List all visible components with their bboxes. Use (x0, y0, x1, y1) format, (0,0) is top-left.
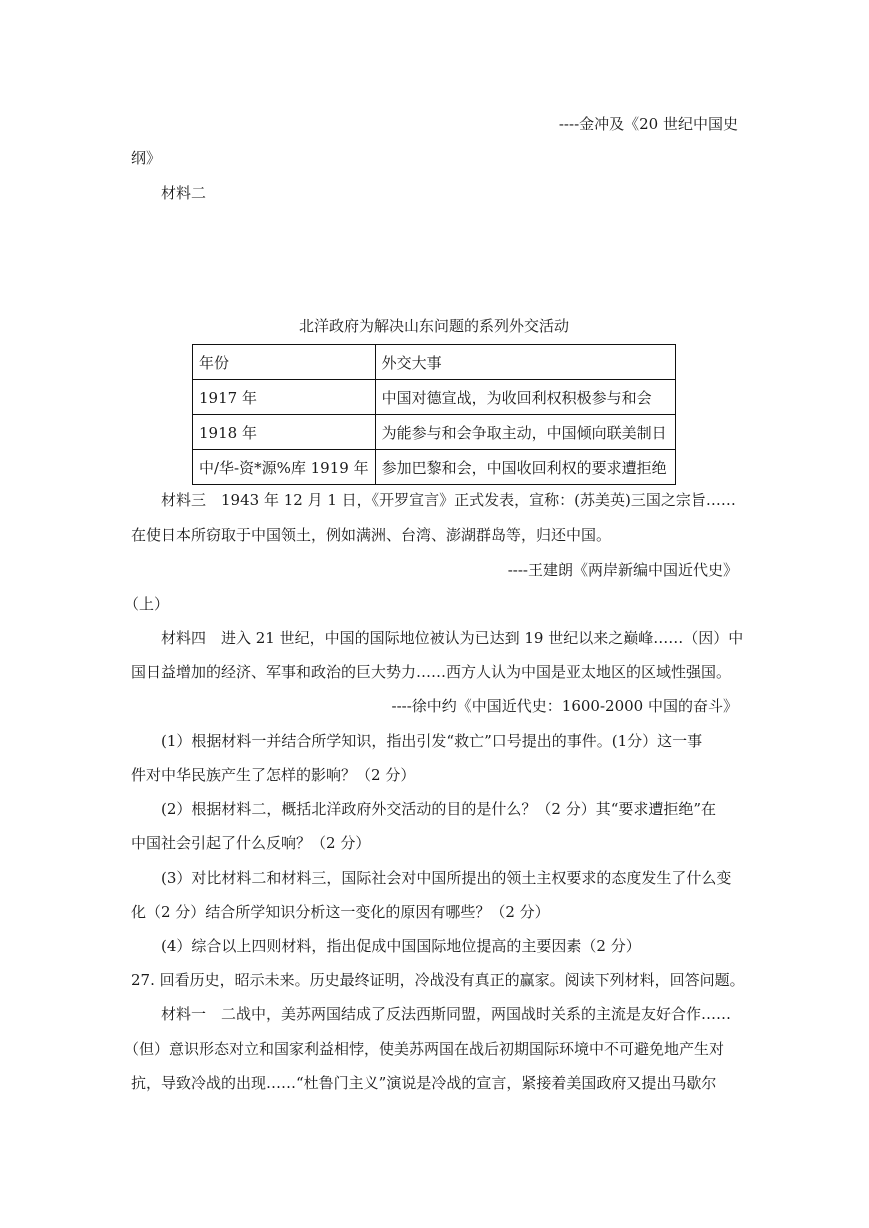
material-4-line-2: 国日益增加的经济、军事和政治的巨大势力……西方人认为中国是亚太地区的区域性强国。 (131, 663, 732, 681)
table-caption: 北洋政府为解决山东问题的系列外交活动 (298, 317, 569, 335)
material-3-source: ----王建朗《两岸新编中国近代史》 (507, 561, 738, 579)
material-4-line-1: 材料四 进入 21 世纪，中国的国际地位被认为已达到 19 世纪以来之巅峰……（因）中 (161, 629, 744, 647)
question-1-line-1: (1）根据材料一并结合所学知识，指出引发“救亡”口号提出的事件。(1分）这一事 (161, 732, 703, 750)
q27-material-1-line-3: 抗，导致冷战的出现……“杜鲁门主义”演说是冷战的宣言，紧接着美国政府又提出马歇尔 (131, 1074, 717, 1092)
table-row (193, 380, 676, 415)
table-cell-event: 为能参与和会争取主动，中国倾向联美制日 (375, 415, 675, 450)
question-2-line-1: (2）根据材料二，概括北洋政府外交活动的目的是什么？（2 分）其“要求遭拒绝”在 (161, 800, 717, 818)
table-row (193, 450, 676, 485)
q27-material-1-line-1: 材料一 二战中，美苏两国结成了反法西斯同盟，两国战时关系的主流是友好合作…… (161, 1005, 732, 1023)
material-4-source: ----徐中约《中国近代史：1600-2000 中国的奋斗》 (391, 697, 738, 715)
question-1-line-2: 件对中华民族产生了怎样的影响？（2 分） (131, 766, 416, 784)
table-row (193, 415, 676, 450)
material-3-source-tail: （上） (124, 595, 170, 613)
table-cell-year: 中/华-资*源%库 1919 年 (193, 450, 376, 485)
material-3-line-2: 在使日本所窃取于中国领土，例如满洲、台湾、澎湖群岛等，归还中国。 (131, 526, 612, 544)
table-cell-event: 参加巴黎和会，中国收回利权的要求遭拒绝 (375, 450, 675, 485)
material-3-line-1: 材料三 1943 年 12 月 1 日，《开罗宣言》正式发表，宣称：(苏美英)三国之宗旨…… (161, 491, 736, 509)
diplomacy-table (192, 344, 676, 485)
q27-material-1-line-2: （但）意识形态对立和国家利益相悖，使美苏两国在战后初期国际环境中不可避免地产生对 (124, 1040, 725, 1058)
table-header-row (193, 345, 676, 380)
question-4-line-1: (4）综合以上四则材料，指出促成中国国际地位提高的主要因素（2 分） (161, 937, 641, 955)
table-cell-event: 中国对德宣战，为收回利权积极参与和会 (375, 380, 675, 415)
source-citation-jinchongji: ----金冲及《20 世纪中国史 (558, 115, 738, 133)
question-2-line-2: 中国社会引起了什么反响？（2 分） (131, 834, 371, 852)
table-cell-year: 1918 年 (193, 415, 376, 450)
question-3-line-1: (3）对比材料二和材料三，国际社会对中国所提出的领土主权要求的态度发生了什么变 (161, 869, 732, 887)
material-2-heading: 材料二 (161, 184, 207, 202)
question-27-intro: 27. 回看历史，昭示未来。历史最终证明，冷战没有真正的赢家。阅读下列材料，回答问题。 (131, 971, 745, 989)
source-citation-continued: 纲》 (131, 149, 162, 167)
table-header-event: 外交大事 (375, 345, 675, 380)
table-header-year: 年份 (193, 345, 376, 380)
table-cell-year: 1917 年 (193, 380, 376, 415)
question-3-line-2: 化（2 分）结合所学知识分析这一变化的原因有哪些？（2 分） (131, 903, 550, 921)
